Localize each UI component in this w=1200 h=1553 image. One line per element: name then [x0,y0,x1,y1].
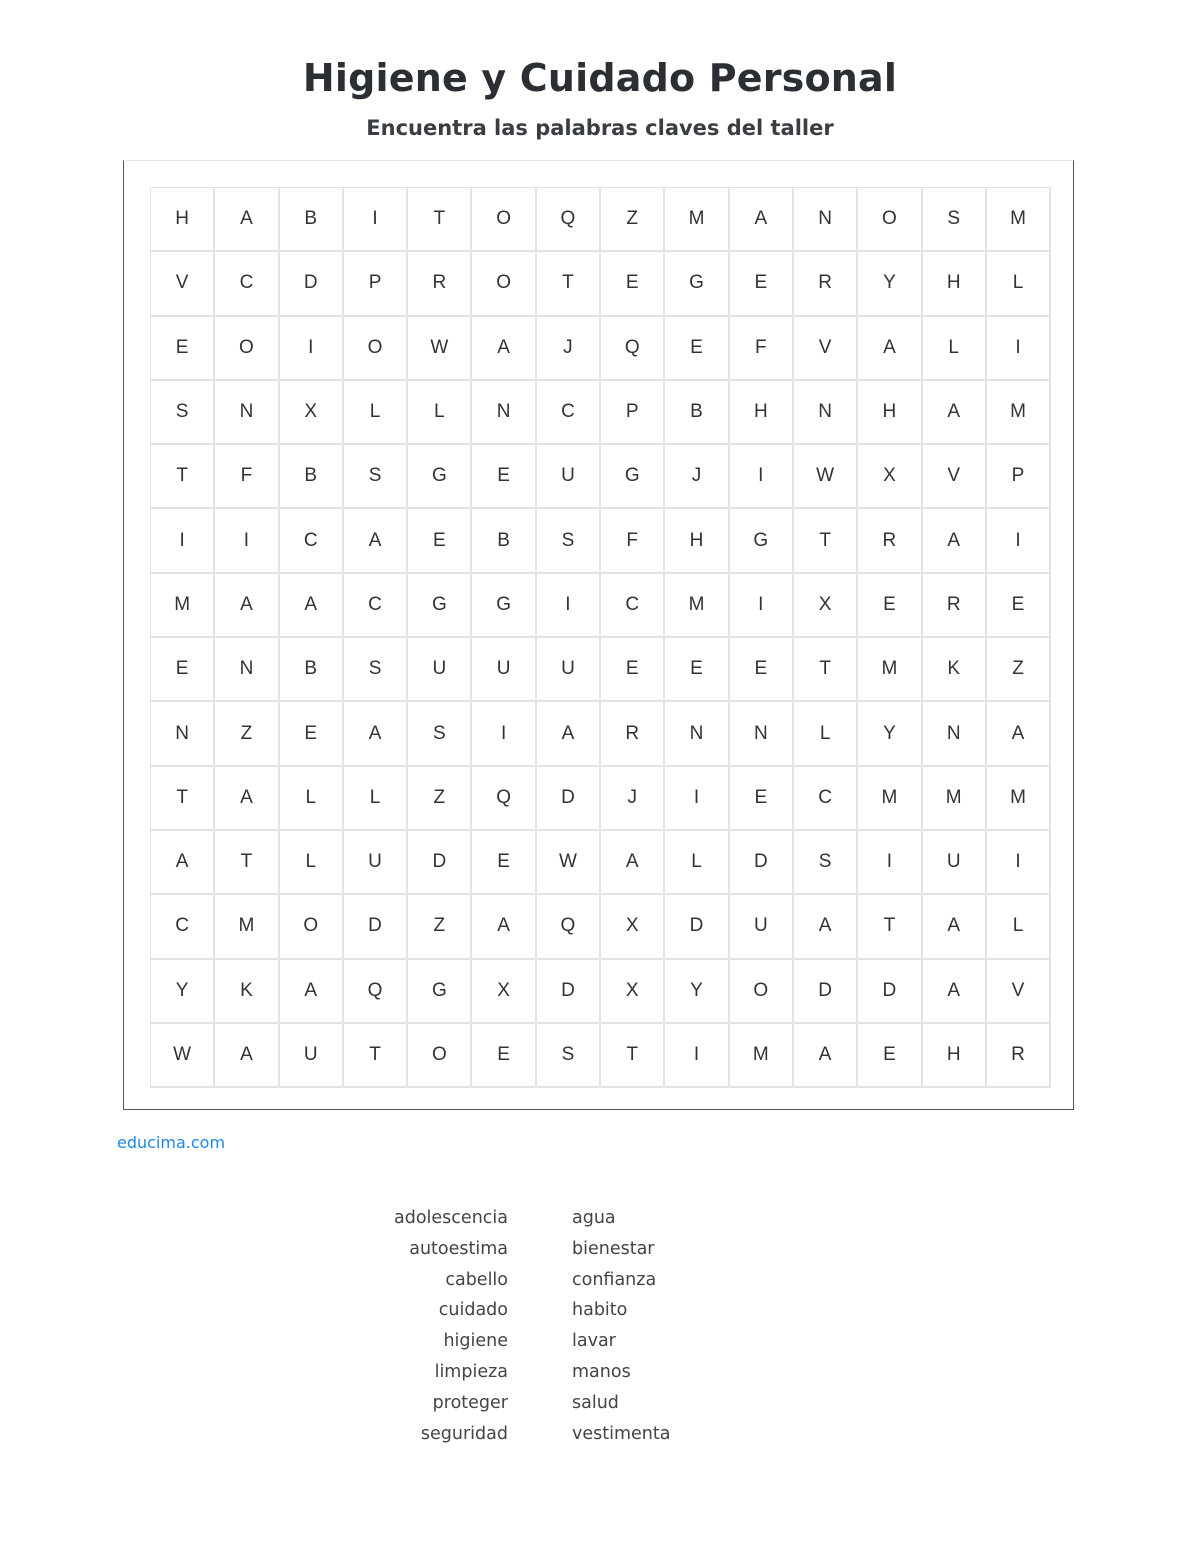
word-list-right [572,1203,670,1449]
grid-cell: U [472,638,536,702]
grid-cell: L [280,767,344,831]
grid-cell: S [537,1024,601,1088]
word-list-item: seguridad [420,1423,508,1444]
grid-cell: L [665,831,729,895]
grid-cell: R [987,1024,1051,1088]
grid-cell: O [344,317,408,381]
grid-cell: M [215,895,279,959]
word-list-item: habito [572,1300,628,1321]
grid-cell: E [472,445,536,509]
grid-cell: A [472,317,536,381]
grid-cell: T [794,509,858,573]
grid-cell: I [280,317,344,381]
grid-cell: V [794,317,858,381]
grid-cell: Q [537,895,601,959]
grid-cell: Y [665,960,729,1024]
grid-cell: L [344,767,408,831]
page-title: Higiene y Cuidado Personal [302,56,898,100]
grid-cell: I [472,702,536,766]
grid-cell: E [665,317,729,381]
grid-cell: C [537,381,601,445]
grid-cell: I [987,831,1051,895]
grid-cell: U [923,831,987,895]
grid-cell: L [923,317,987,381]
grid-cell: J [665,445,729,509]
grid-cell: S [408,702,472,766]
grid-cell: O [215,317,279,381]
grid-cell: Z [215,702,279,766]
grid-cell: D [408,831,472,895]
grid-cell: D [280,252,344,316]
word-list-item: higiene [443,1331,508,1352]
site-link[interactable]: educima.com [117,1133,226,1152]
grid-cell: S [151,381,215,445]
grid-cell: N [730,702,794,766]
grid-cell: E [472,831,536,895]
grid-cell: T [344,1024,408,1088]
grid-cell: G [408,574,472,638]
grid-cell: I [344,188,408,252]
grid-cell: M [858,767,922,831]
grid-cell: Q [472,767,536,831]
grid-cell: U [408,638,472,702]
grid-cell: V [987,960,1051,1024]
word-list-item: adolescencia [394,1208,508,1228]
grid-cell: H [151,188,215,252]
grid-cell: V [923,445,987,509]
grid-cell: I [215,509,279,573]
grid-cell: X [858,445,922,509]
grid-cell: A [923,895,987,959]
grid-cell: H [858,381,922,445]
grid-cell: A [794,1024,858,1088]
grid-cell: L [408,381,472,445]
grid-cell: I [987,317,1051,381]
grid-cell: D [794,960,858,1024]
grid-cell: A [215,188,279,252]
grid-cell: K [215,960,279,1024]
grid-cell: B [280,445,344,509]
grid-cell: N [665,702,729,766]
grid-cell: J [537,317,601,381]
grid-cell: M [665,188,729,252]
grid-cell: N [794,381,858,445]
grid-cell: F [601,509,665,573]
grid-cell: V [151,252,215,316]
grid-cell: B [472,509,536,573]
grid-cell: T [151,767,215,831]
grid-cell: T [408,188,472,252]
grid-cell: A [151,831,215,895]
grid-cell: R [408,252,472,316]
grid-cell: U [537,445,601,509]
grid-cell: G [408,960,472,1024]
grid-cell: U [537,638,601,702]
grid-cell: N [923,702,987,766]
grid-cell: E [280,702,344,766]
grid-cell: A [215,574,279,638]
word-list-item: lavar [572,1331,616,1352]
grid-cell: I [665,767,729,831]
grid-cell: S [794,831,858,895]
grid-cell: L [344,381,408,445]
grid-cell: A [987,702,1051,766]
grid-cell: D [537,960,601,1024]
grid-cell: A [280,960,344,1024]
grid-cell: G [665,252,729,316]
grid-cell: M [987,381,1051,445]
grid-cell: E [151,317,215,381]
grid-cell: C [215,252,279,316]
grid-cell: L [987,252,1051,316]
grid-cell: E [730,767,794,831]
grid-cell: E [665,638,729,702]
grid-cell: R [858,509,922,573]
grid-cell: A [794,895,858,959]
grid-cell: E [858,574,922,638]
grid-cell: U [280,1024,344,1088]
grid-cell: I [151,509,215,573]
grid-cell: G [472,574,536,638]
grid-cell: S [923,188,987,252]
grid-cell: E [151,638,215,702]
grid-cell: Z [987,638,1051,702]
grid-cell: P [344,252,408,316]
grid-cell: R [601,702,665,766]
page-subtitle: Encuentra las palabras claves del taller [366,116,834,140]
grid-cell: N [794,188,858,252]
grid-cell: Q [537,188,601,252]
grid-cell: N [472,381,536,445]
word-list-item: autoestima [409,1238,508,1259]
grid-cell: D [665,895,729,959]
grid-cell: X [601,960,665,1024]
grid-cell: T [537,252,601,316]
grid-cell: T [858,895,922,959]
grid-cell: A [923,509,987,573]
grid-cell: F [730,317,794,381]
grid-cell: M [730,1024,794,1088]
grid-cell: M [858,638,922,702]
grid-cell: I [730,445,794,509]
grid-cell: H [923,252,987,316]
grid-cell: N [215,381,279,445]
grid-cell: X [472,960,536,1024]
grid-cell: I [987,509,1051,573]
grid-cell: O [730,960,794,1024]
grid-cell: I [665,1024,729,1088]
grid-cell: Q [601,317,665,381]
word-list-item: salud [572,1392,619,1413]
grid-cell: T [601,1024,665,1088]
grid-cell: D [344,895,408,959]
grid-cell: T [151,445,215,509]
grid-cell: H [665,509,729,573]
grid-cell: B [280,638,344,702]
word-list-left [394,1203,508,1449]
grid-cell: E [472,1024,536,1088]
grid-cell: A [472,895,536,959]
grid-cell: C [794,767,858,831]
grid-cell: R [923,574,987,638]
grid-cell: A [858,317,922,381]
grid-cell: A [537,702,601,766]
grid-cell: K [923,638,987,702]
grid-cell: G [730,509,794,573]
word-list-item: manos [572,1361,631,1382]
grid-cell: E [601,638,665,702]
grid-cell: J [601,767,665,831]
grid-cell: G [408,445,472,509]
grid-cell: O [408,1024,472,1088]
grid-cell: B [665,381,729,445]
grid-cell: Z [408,767,472,831]
grid-cell: E [858,1024,922,1088]
grid-cell: P [987,445,1051,509]
grid-cell: Y [858,702,922,766]
word-list-item: agua [572,1208,616,1228]
grid-cell: O [280,895,344,959]
grid-cell: A [923,960,987,1024]
grid-cell: D [858,960,922,1024]
grid-cell: T [215,831,279,895]
grid-cell: S [344,445,408,509]
grid-cell: B [280,188,344,252]
grid-cell: M [987,767,1051,831]
grid-cell: N [215,638,279,702]
word-list-item: bienestar [572,1238,655,1259]
grid-cell: X [794,574,858,638]
grid-cell: G [601,445,665,509]
grid-cell: L [987,895,1051,959]
word-list-item: confianza [572,1269,657,1290]
grid-cell: M [923,767,987,831]
grid-cell: A [923,381,987,445]
grid-cell: N [151,702,215,766]
grid-cell: E [601,252,665,316]
grid-cell: M [151,574,215,638]
grid-cell: U [730,895,794,959]
grid-cell: I [730,574,794,638]
grid-cell: E [987,574,1051,638]
grid-cell: S [344,638,408,702]
grid-cell: A [344,702,408,766]
grid-cell: M [987,188,1051,252]
grid-cell: S [537,509,601,573]
grid-cell: M [665,574,729,638]
grid-cell: Y [858,252,922,316]
grid-cell: X [601,895,665,959]
grid-cell: R [794,252,858,316]
grid-cell: L [794,702,858,766]
grid-cell: D [537,767,601,831]
grid-cell: Q [344,960,408,1024]
grid-cell: W [537,831,601,895]
word-search-grid [150,187,1051,1088]
grid-cell: D [730,831,794,895]
grid-cell: W [151,1024,215,1088]
word-list-item: cabello [445,1269,508,1290]
grid-cell: E [730,252,794,316]
grid-cell: C [280,509,344,573]
grid-cell: X [280,381,344,445]
grid-cell: H [923,1024,987,1088]
grid-cell: Z [408,895,472,959]
grid-cell: I [858,831,922,895]
grid-cell: A [215,1024,279,1088]
word-list-item: cuidado [438,1300,508,1321]
grid-cell: I [537,574,601,638]
grid-cell: F [215,445,279,509]
grid-cell: E [408,509,472,573]
grid-cell: A [730,188,794,252]
grid-cell: W [794,445,858,509]
grid-cell: L [280,831,344,895]
word-list-item: limpieza [434,1361,508,1382]
grid-cell: A [601,831,665,895]
grid-cell: A [344,509,408,573]
word-list-item: proteger [432,1392,508,1413]
grid-cell: O [472,252,536,316]
grid-cell: U [344,831,408,895]
grid-cell: O [858,188,922,252]
grid-cell: W [408,317,472,381]
grid-cell: C [344,574,408,638]
grid-cell: Z [601,188,665,252]
grid-cell: H [730,381,794,445]
grid-cell: E [730,638,794,702]
grid-cell: T [794,638,858,702]
grid-cell: O [472,188,536,252]
word-list-item: vestimenta [572,1423,671,1444]
grid-cell: C [601,574,665,638]
grid-cell: P [601,381,665,445]
grid-cell: C [151,895,215,959]
grid-cell: A [215,767,279,831]
grid-cell: Y [151,960,215,1024]
grid-cell: A [280,574,344,638]
